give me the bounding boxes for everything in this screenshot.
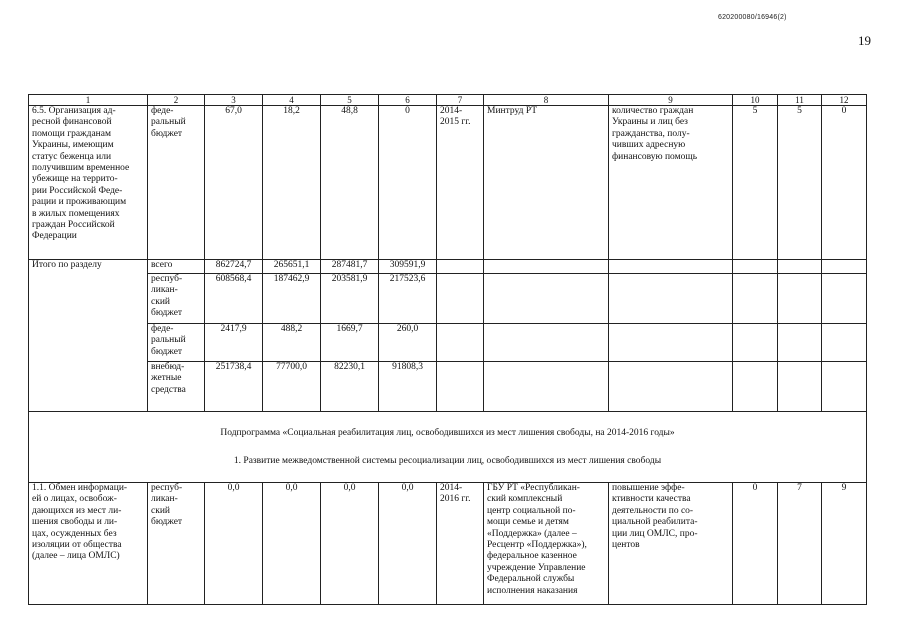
empty-cell	[609, 324, 733, 362]
empty-cell	[437, 362, 484, 412]
indicator-value-cell: 5	[778, 106, 822, 260]
column-number: 12	[822, 95, 867, 106]
amount-2015-cell: 287481,7	[321, 260, 379, 274]
indicator-value-cell: 5	[733, 106, 778, 260]
subprogram-row	[29, 412, 867, 483]
column-number-row	[29, 95, 867, 106]
amount-total-cell: 251738,4	[205, 362, 263, 412]
funding-source-cell: всего	[148, 260, 205, 274]
empty-cell	[484, 260, 609, 274]
totals-row	[29, 274, 867, 324]
amount-2016-cell: 0	[379, 106, 437, 260]
funding-source-cell: внебюд- жетные средства	[148, 362, 205, 412]
empty-cell	[778, 362, 822, 412]
subprogram-cell	[29, 412, 867, 483]
empty-cell	[437, 324, 484, 362]
column-number: 10	[733, 95, 778, 106]
amount-2015-cell: 48,8	[321, 106, 379, 260]
empty-cell	[484, 274, 609, 324]
empty-cell	[733, 260, 778, 274]
amount-2015-cell: 1669,7	[321, 324, 379, 362]
empty-cell	[778, 324, 822, 362]
page-number: 19	[858, 33, 871, 48]
amount-total-cell: 67,0	[205, 106, 263, 260]
program-table	[28, 94, 867, 605]
empty-cell	[733, 324, 778, 362]
amount-total-cell: 862724,7	[205, 260, 263, 274]
amount-2016-cell: 309591,9	[379, 260, 437, 274]
amount-2015-cell: 203581,9	[321, 274, 379, 324]
empty-cell	[484, 324, 609, 362]
table-row-6-5	[29, 106, 867, 260]
executor-cell: Минтруд РТ	[484, 106, 609, 260]
indicator-value-cell: 7	[778, 483, 822, 605]
funding-source-cell: феде- ральный бюджет	[148, 324, 205, 362]
amount-2014-cell: 0,0	[263, 483, 321, 605]
section-title: 1. Развитие межведомственной системы ресоциализации лиц, освободившихся из мест лишения свободы	[233, 456, 662, 466]
totals-label-cell: Итого по разделу	[29, 260, 148, 412]
executor-cell: ГБУ РТ «Республикан- ский комплексный центр социальной по- мощи семье и детям «Поддержка» (далее – Ресцентр «Поддержка»), федеральное казенное учреждение Управление Федеральной службы исполнения наказания	[484, 483, 609, 605]
column-number: 4	[263, 95, 321, 106]
amount-total-cell: 0,0	[205, 483, 263, 605]
amount-2015-cell: 82230,1	[321, 362, 379, 412]
indicator-cell: повышение эффе- ктивности качества деятельности по со- циальной реабилита- ции лиц ОМЛС, про- центов	[609, 483, 733, 605]
amount-2014-cell: 187462,9	[263, 274, 321, 324]
activity-cell: 6.5. Организация ад- ресной финансовой помощи гражданам Украины, имеющим статус беженца или получившим временное убежище на террито- рии Российской Феде- рации и проживающим в жилых помещениях граждан Российской Федерации	[29, 106, 148, 260]
amount-2015-cell: 0,0	[321, 483, 379, 605]
empty-cell	[822, 260, 867, 274]
period-cell: 2014- 2016 гг.	[437, 483, 484, 605]
amount-2014-cell: 77700,0	[263, 362, 321, 412]
empty-cell	[609, 260, 733, 274]
amount-total-cell: 2417,9	[205, 324, 263, 362]
indicator-value-cell: 0	[822, 106, 867, 260]
column-number: 11	[778, 95, 822, 106]
funding-source-cell: респуб- ликан- ский бюджет	[148, 483, 205, 605]
amount-2014-cell: 18,2	[263, 106, 321, 260]
activity-cell: 1.1. Обмен информаци- ей о лицах, освобож- дающихся из мест ли- шения свободы и ли- цах, осужденных без изоляции от общества (далее – лица ОМЛС)	[29, 483, 148, 605]
empty-cell	[733, 362, 778, 412]
subprogram-title: Подпрограмма «Социальная реабилитация лиц, освободившихся из мест лишения свободы, на 2014-2016 годы»	[220, 428, 675, 438]
column-number: 1	[29, 95, 148, 106]
column-number: 3	[205, 95, 263, 106]
document-id: 620200080/16946(2)	[718, 14, 787, 21]
empty-cell	[733, 274, 778, 324]
empty-cell	[437, 274, 484, 324]
empty-cell	[609, 274, 733, 324]
amount-2014-cell: 488,2	[263, 324, 321, 362]
indicator-cell: количество граждан Украины и лиц без гражданства, полу- чивших адресную финансовую помощь	[609, 106, 733, 260]
column-number: 7	[437, 95, 484, 106]
empty-cell	[484, 362, 609, 412]
empty-cell	[822, 362, 867, 412]
empty-cell	[609, 362, 733, 412]
totals-row	[29, 324, 867, 362]
amount-2014-cell: 265651,1	[263, 260, 321, 274]
empty-cell	[822, 274, 867, 324]
table-row-1-1	[29, 483, 867, 605]
empty-cell	[778, 260, 822, 274]
funding-source-cell: феде- ральный бюджет	[148, 106, 205, 260]
totals-row	[29, 362, 867, 412]
empty-cell	[822, 324, 867, 362]
totals-row	[29, 260, 867, 274]
indicator-value-cell: 9	[822, 483, 867, 605]
column-number: 8	[484, 95, 609, 106]
empty-cell	[437, 260, 484, 274]
funding-source-cell: респуб- ликан- ский бюджет	[148, 274, 205, 324]
amount-2016-cell: 260,0	[379, 324, 437, 362]
column-number: 2	[148, 95, 205, 106]
amount-total-cell: 608568,4	[205, 274, 263, 324]
column-number: 5	[321, 95, 379, 106]
indicator-value-cell: 0	[733, 483, 778, 605]
column-number: 6	[379, 95, 437, 106]
period-cell: 2014- 2015 гг.	[437, 106, 484, 260]
column-number: 9	[609, 95, 733, 106]
amount-2016-cell: 91808,3	[379, 362, 437, 412]
empty-cell	[778, 274, 822, 324]
amount-2016-cell: 217523,6	[379, 274, 437, 324]
amount-2016-cell: 0,0	[379, 483, 437, 605]
